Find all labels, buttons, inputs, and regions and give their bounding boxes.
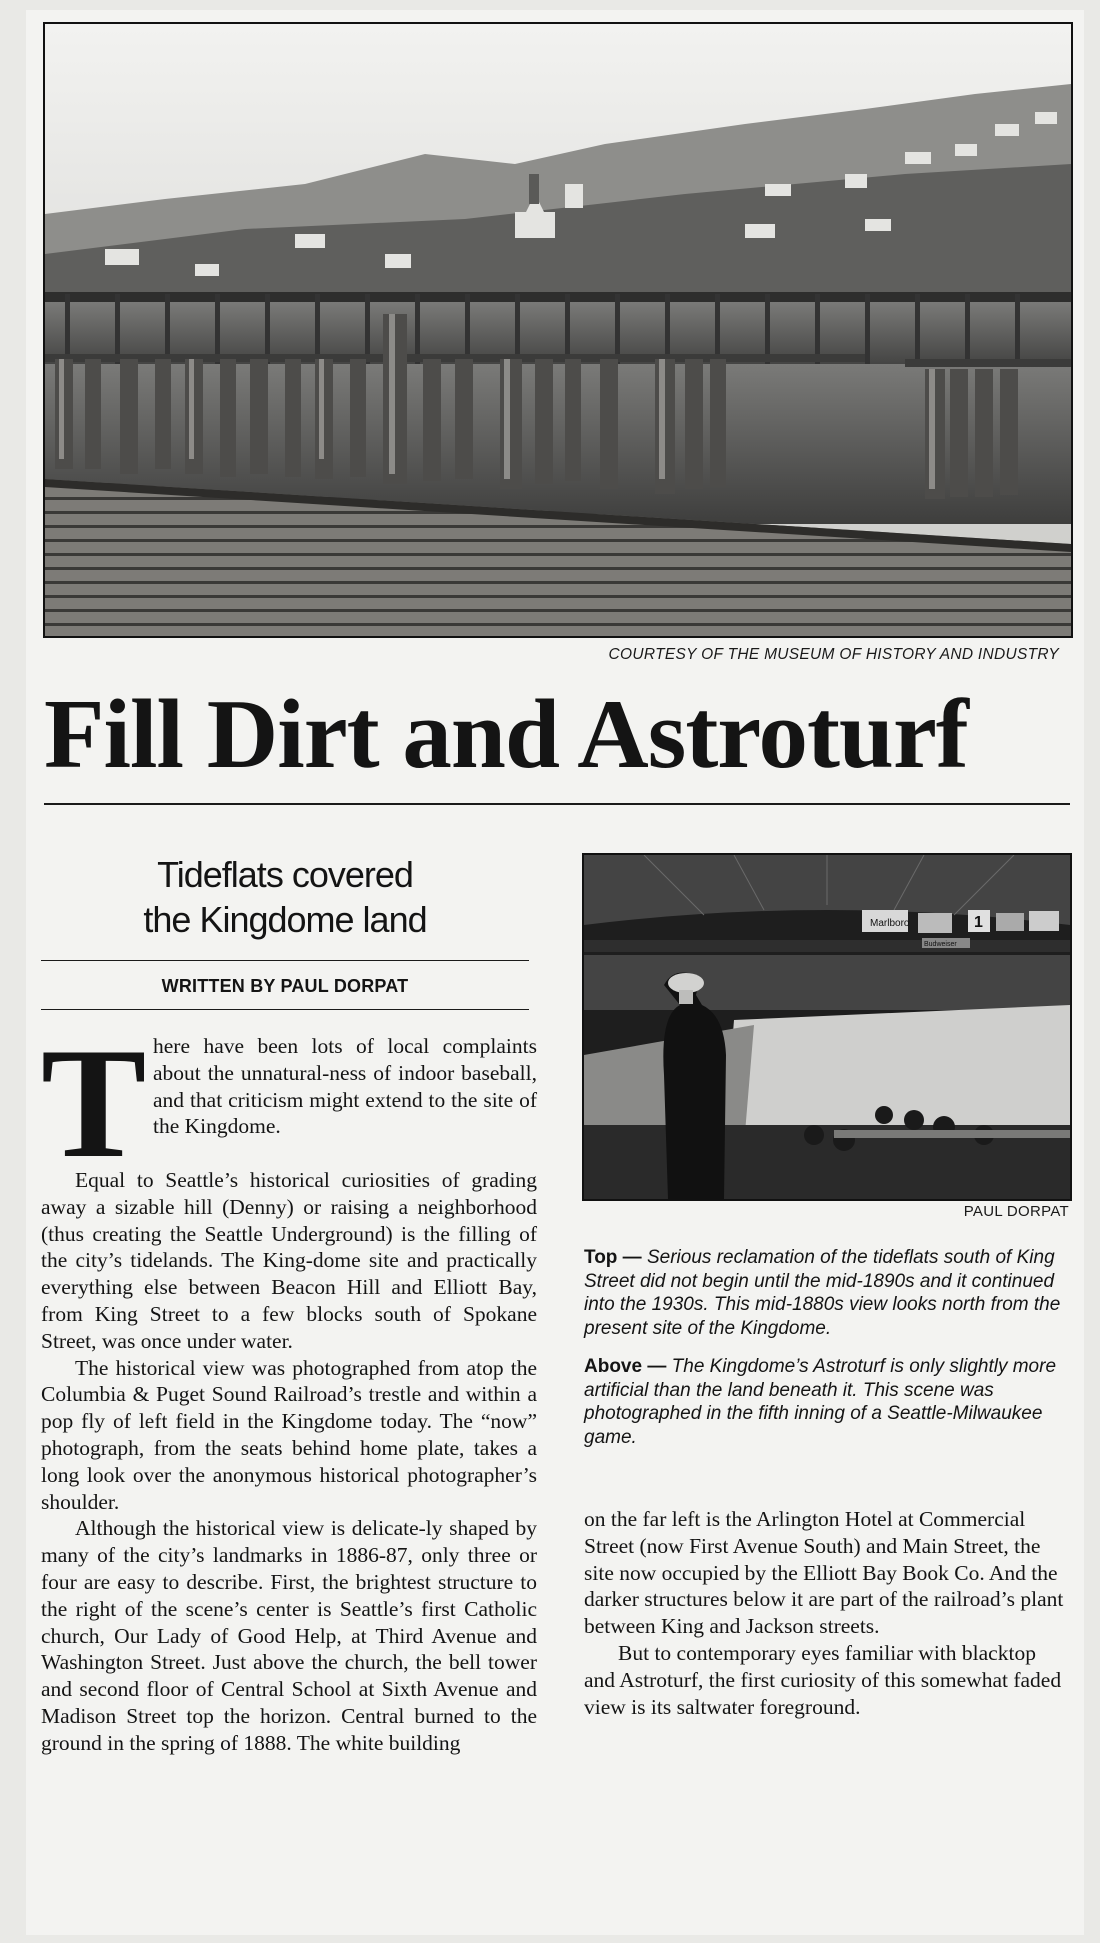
paragraph-5: But to contemporary eyes familiar with blacktop and Astroturf, the first curiosity of this somewhat faded view is its saltwater foreground. <box>584 1640 1062 1719</box>
headline-rule <box>44 803 1070 805</box>
headline: Fill Dirt and Astroturf <box>44 680 968 789</box>
lead-paragraph: here have been lots of local complaints about the unnatural-ness of indoor baseball, and that criticism might extend to the site of the Kingdome. <box>153 1034 537 1139</box>
caption-above <box>584 1355 1072 1449</box>
paragraph-2: The historical view was photographed from atop the Columbia & Puget Sound Railroad’s trestle and within a pop fly of left field in the Kingdome today. The “now” photograph, from the seats behind home plate, takes a long look over the anonymous historical photographer’s shoulder. <box>41 1355 537 1514</box>
deck-subheadline <box>41 852 529 942</box>
caption-top-text: Serious reclamation of the tideflats south of King Street did not begin until the mid-1890s and it continued into the 1930s. This mid-1880s view looks north from the present site of the Kingdome. <box>584 1247 1061 1339</box>
photo-captions <box>584 1246 1072 1464</box>
kingdome-photo <box>582 853 1072 1201</box>
historical-waterfront-photo <box>43 22 1073 638</box>
kingdome-image <box>584 855 1070 1199</box>
caption-top <box>584 1246 1072 1340</box>
caption-above-text: The Kingdome’s Astroturf is only slightly more artificial than the land beneath it. This scene was photographed in the fifth inning of a Seattle-Milwaukee game. <box>584 1356 1057 1448</box>
caption-above-label: Above — <box>584 1356 667 1377</box>
deck-rule-top <box>41 960 529 961</box>
scoreboard-inning: 1 <box>974 914 983 931</box>
lead-paragraph-block <box>41 1016 537 1191</box>
paragraph-4: on the far left is the Arlington Hotel at Commercial Street (now First Avenue South) and Main Street, the site now occupied by the Elliott Bay Book Co. And the darker structures below it are part of the railroad’s plant between King and Jackson streets. <box>584 1507 1064 1639</box>
scoreboard-sign-budweiser: Budweiser <box>924 941 957 948</box>
byline: WRITTEN BY PAUL DORPAT <box>161 976 409 996</box>
paragraph-3: Although the historical view is delicate-ly shaped by many of the city’s landmarks in 1886-87, only three or four are easy to describe. First, the brightest structure to the right of the scene’s center is Seattle’s first Catholic church, Our Lady of Good Help, at Third Avenue and Washington Street. Just above the church, the bell tower and second floor of Central School at Sixth Avenue and Madison Street top the horizon. Central burned to the ground in the spring of 1888. The white building <box>41 1516 537 1755</box>
deck-line-1: Tideflats covered <box>157 854 413 895</box>
deck-rule-bottom <box>41 1009 529 1010</box>
top-photo-credit: COURTESY OF THE MUSEUM OF HISTORY AND INDUSTRY <box>608 646 1059 663</box>
historical-waterfront-image <box>45 24 1071 636</box>
article-column-right <box>584 1506 1068 1720</box>
drop-cap: T <box>41 1016 147 1191</box>
article-column-left <box>41 1016 537 1757</box>
caption-top-label: Top — <box>584 1247 642 1268</box>
scoreboard-sign-marlboro: Marlboro <box>870 918 910 929</box>
paragraph-1-continued: Equal to Seattle’s historical curiosities of grading away a sizable hill (Denny) or raising a neighborhood (thus creating the Seattle Underground) is the filling of the city’s tidelands. The King-dome site and practically everything else between Beacon Hill and Elliott Bay, from King Street to a few blocks south of Spokane Street, was once under water. <box>41 1168 537 1353</box>
kingdome-photo-credit: PAUL DORPAT <box>963 1203 1069 1220</box>
deck-line-2: the Kingdome land <box>143 899 427 940</box>
